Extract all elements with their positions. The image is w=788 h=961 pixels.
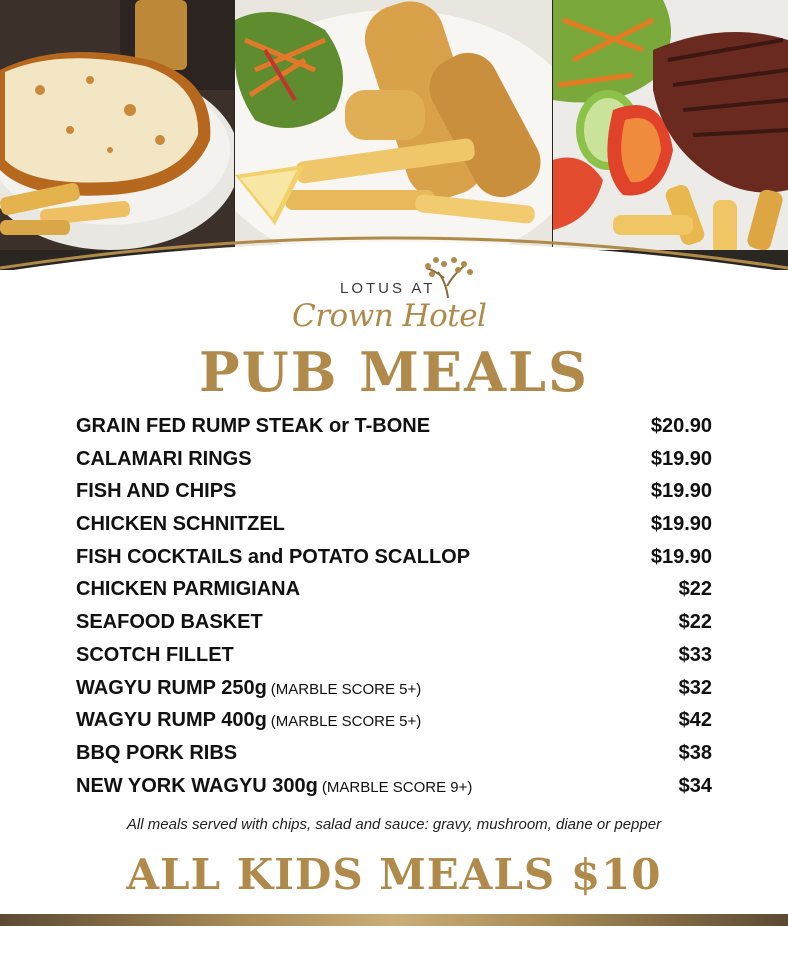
menu-item xyxy=(76,443,712,476)
gold-divider xyxy=(0,914,788,926)
menu-item-name: FISH AND CHIPS xyxy=(76,480,237,503)
menu-item-price: $32 xyxy=(678,676,712,699)
menu-item-name: WAGYU RUMP 250g xyxy=(76,676,267,699)
logo-top-line: LOTUS AT xyxy=(340,280,436,297)
menu-item-name: GRAIN FED RUMP STEAK or T-BONE xyxy=(76,415,431,437)
menu-item xyxy=(76,737,712,770)
menu-item xyxy=(76,410,712,443)
menu-item-name: CHICKEN PARMIGIANA xyxy=(76,578,301,601)
menu-item-name: WAGYU RUMP 400g xyxy=(76,709,267,732)
menu-item-price: $22 xyxy=(678,611,712,634)
menu-item-name: NEW YORK WAGYU 300g xyxy=(76,774,318,797)
menu-item-name: SEAFOOD BASKET xyxy=(76,611,263,634)
menu-item-price: $20.90 xyxy=(650,415,712,437)
menu-item xyxy=(76,541,712,574)
hotel-logo xyxy=(0,248,788,340)
menu-item-price: $33 xyxy=(678,643,712,666)
menu-item xyxy=(76,704,712,737)
menu-item-price: $19.90 xyxy=(650,545,712,568)
menu-item-name: CALAMARI RINGS xyxy=(76,447,252,470)
kids-meals-banner: ALL KIDS MEALS $10 xyxy=(126,850,662,899)
menu-item-note: (MARBLE SCORE 5+) xyxy=(270,713,422,731)
menu-item xyxy=(76,573,712,606)
menu-item xyxy=(76,606,712,639)
menu-item-price: $38 xyxy=(678,741,712,764)
menu-item-name: SCOTCH FILLET xyxy=(76,643,234,666)
menu-item-name: CHICKEN SCHNITZEL xyxy=(76,513,285,536)
menu-item xyxy=(76,672,712,705)
menu-item xyxy=(76,639,712,672)
menu-item-price: $19.90 xyxy=(650,513,712,536)
menu-item-note: (MARBLE SCORE 9+) xyxy=(321,778,473,796)
footnote: All meals served with chips, salad and sauce: gravy, mushroom, diane or pepper xyxy=(126,816,662,833)
photo-banner xyxy=(0,0,788,270)
menu-list xyxy=(76,410,712,802)
menu-item-price: $34 xyxy=(678,774,712,797)
menu-item-price: $22 xyxy=(678,578,712,601)
page-title: PUB MEALS xyxy=(199,340,589,404)
menu-item-note: (MARBLE SCORE 5+) xyxy=(270,680,422,698)
menu-item-price: $19.90 xyxy=(650,480,712,503)
menu-item-price: $42 xyxy=(678,709,712,732)
menu-item xyxy=(76,770,712,803)
menu-item-name: FISH COCKTAILS and POTATO SCALLOP xyxy=(76,545,471,568)
logo-script-line: Crown Hotel xyxy=(292,298,487,334)
menu-item xyxy=(76,508,712,541)
menu-item xyxy=(76,475,712,508)
menu-item-name: BBQ PORK RIBS xyxy=(76,741,238,764)
banner-curve xyxy=(0,0,788,270)
menu-item-price: $19.90 xyxy=(650,447,712,470)
